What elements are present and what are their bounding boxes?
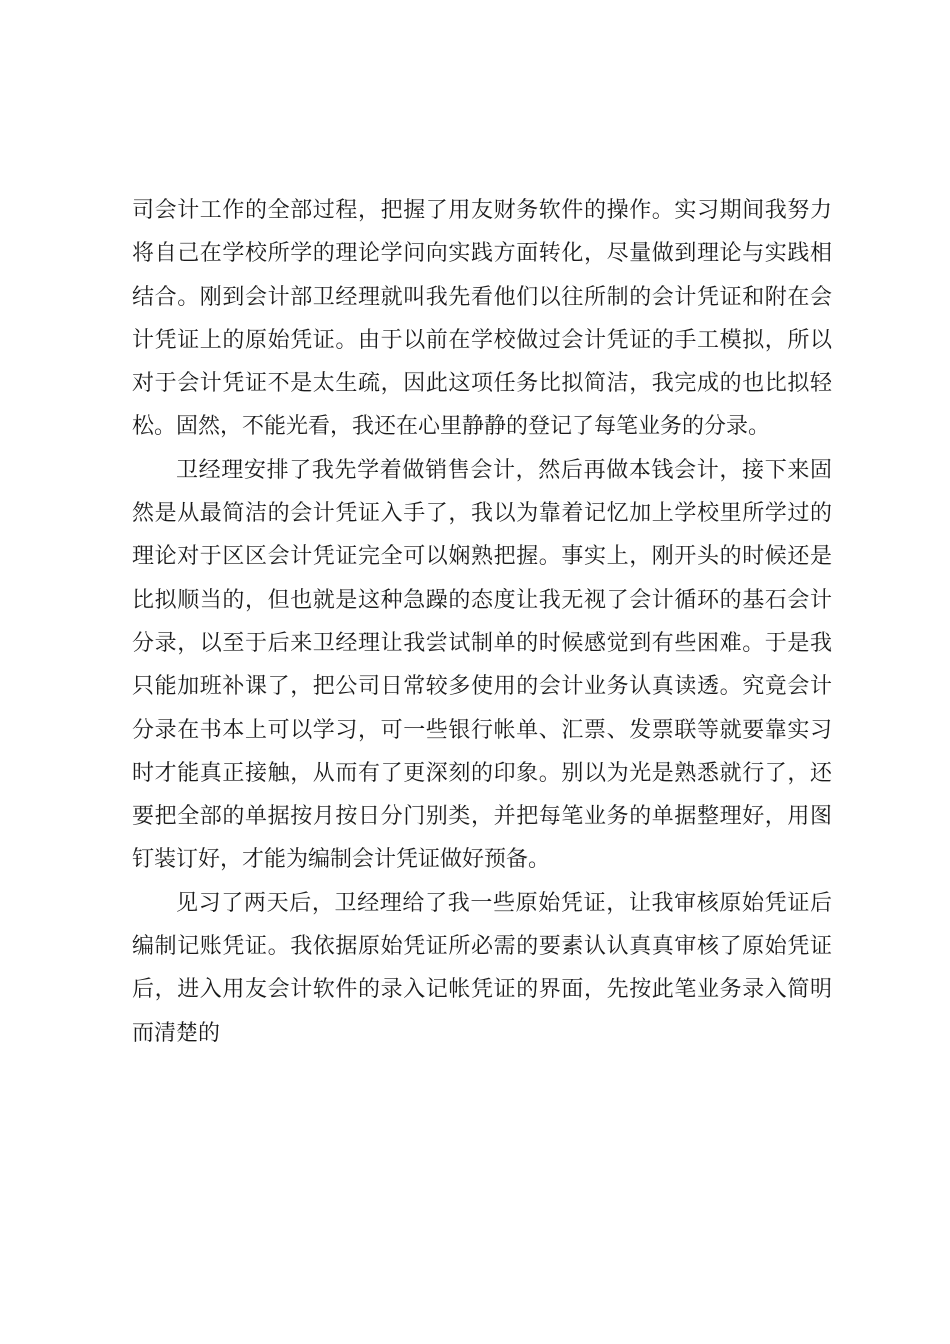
paragraph-1-line-5: 对于会计凭证不是太生疏，因此这项任务比拟简洁，我完成的也比拟轻 [132,371,832,397]
paragraph-1-line-2: 将自己在学校所学的理论学问向实践方面转化，尽量做到理论与实践相 [132,241,832,267]
paragraph-2-line-6: 只能加班补课了，把公司日常较多使用的会计业务认真读透。究竟会计 [132,674,832,700]
paragraph-3-line-3: 后，进入用友会计软件的录入记帐凭证的界面，先按此笔业务录入简明 [132,977,832,1003]
paragraph-3-line-2: 编制记账凭证。我依据原始凭证所必需的要素认认真真审核了原始凭证 [132,934,832,960]
paragraph-3-line-1: 见习了两天后，卫经理给了我一些原始凭证，让我审核原始凭证后 [176,890,832,916]
paragraph-2-line-2: 然是从最简洁的会计凭证入手了，我以为靠着记忆加上学校里所学过的 [132,501,832,527]
paragraph-2-line-1: 卫经理安排了我先学着做销售会计，然后再做本钱会计，接下来固 [176,457,832,483]
paragraph-2-line-10: 钉装订好，才能为编制会计凭证做好预备。 [132,847,551,873]
paragraph-2-line-3: 理论对于区区会计凭证完全可以娴熟把握。事实上，刚开头的时候还是 [132,544,832,570]
paragraph-2-line-9: 要把全部的单据按月按日分门别类，并把每笔业务的单据整理好，用图 [132,804,832,830]
paragraph-2-line-7: 分录在书本上可以学习，可一些银行帐单、汇票、发票联等就要靠实习 [132,717,832,743]
paragraph-1-line-6: 松。固然，不能光看，我还在心里静静的登记了每笔业务的分录。 [132,414,771,440]
body-text [132,189,832,1055]
paragraph-2-line-4: 比拟顺当的，但也就是这种急躁的态度让我无视了会计循环的基石会计 [132,587,832,613]
paragraph-2-line-5: 分录，以至于后来卫经理让我尝试制单的时候感觉到有些困难。于是我 [132,630,832,656]
paragraph-3-line-4: 而清楚的 [132,1020,221,1046]
paragraph-1-line-1: 司会计工作的全部过程，把握了用友财务软件的操作。实习期间我努力 [132,198,832,223]
paragraph-1-line-3: 结合。刚到会计部卫经理就叫我先看他们以往所制的会计凭证和附在会 [132,284,832,310]
paragraph-2-line-8: 时才能真正接触，从而有了更深刻的印象。别以为光是熟悉就行了，还 [132,760,832,786]
paragraph-1-line-4: 计凭证上的原始凭证。由于以前在学校做过会计凭证的手工模拟，所以 [132,327,832,353]
